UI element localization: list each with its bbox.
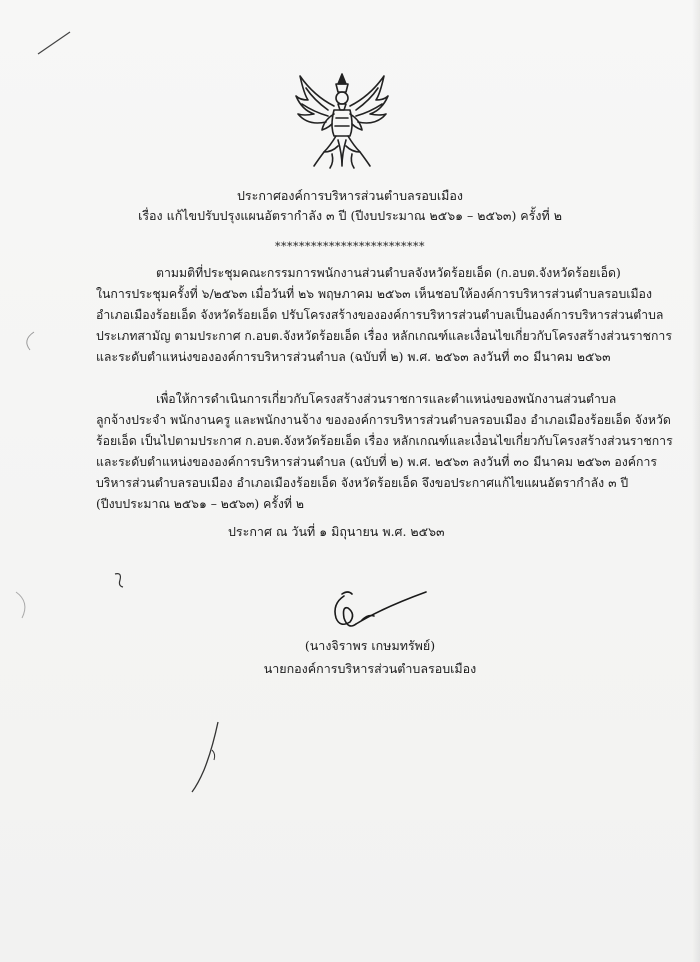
paragraph-2-line: บริหารส่วนตำบลรอบเมือง อำเภอเมืองร้อยเอ็ด จังหวัดร้อยเอ็ด จึงขอประกาศแก้ไขแผนอัตรากำลัง ๓ ปี: [96, 476, 629, 490]
paragraph-2-line: ลูกจ้างประจำ พนักงานครู และพนักงานจ้าง ขององค์การบริหารส่วนตำบลรอบเมือง อำเภอเมืองร้อยเอ็ด จังหวัด: [96, 413, 671, 427]
announcement-subject: เรื่อง แก้ไขปรับปรุงแผนอัตรากำลัง ๓ ปี (ปีงบประมาณ ๒๕๖๑ – ๒๕๖๓) ครั้งที่ ๒: [138, 208, 562, 223]
header-separator: *************************: [275, 240, 425, 253]
garuda-emblem-icon: [294, 70, 390, 170]
pen-mark-top-left: [36, 30, 72, 56]
signer-position: นายกองค์การบริหารส่วนตำบลรอบเมือง: [263, 661, 477, 676]
pen-stroke-bottom-left: [190, 720, 224, 794]
margin-arc-left-2: [10, 590, 34, 620]
paragraph-2-line: และระดับตำแหน่งขององค์การบริหารส่วนตำบล (ฉบับที่ ๒) พ.ศ. ๒๕๖๓ ลงวันที่ ๓๐ มีนาคม ๒๕๖๓ องค์การ: [96, 455, 657, 469]
paragraph-2: [96, 389, 673, 515]
paragraph-2-line: ร้อยเอ็ด เป็นไปตามประกาศ ก.อบต.จังหวัดร้อยเอ็ด เรื่อง หลักเกณฑ์และเงื่อนไขเกี่ยวกับโครงสร้างส่วนราชการ: [96, 434, 673, 448]
paragraph-1: [96, 263, 672, 368]
paragraph-1-line: อำเภอเมืองร้อยเอ็ด จังหวัดร้อยเอ็ด ปรับโครงสร้างขององค์การบริหารส่วนตำบลเป็นองค์การบริหารส่วนตำบล: [96, 308, 664, 322]
pen-mark-small: [112, 570, 128, 590]
signer-name: (นางจิราพร เกษมทรัพย์): [304, 638, 436, 653]
announcement-title: ประกาศองค์การบริหารส่วนตำบลรอบเมือง: [237, 188, 463, 203]
announcement-date: ประกาศ ณ วันที่ ๑ มิถุนายน พ.ศ. ๒๕๖๓: [228, 524, 445, 539]
signer-block: [250, 634, 490, 680]
scan-edge-shadow: [692, 0, 700, 962]
paragraph-1-line: ตามมติที่ประชุมคณะกรรมการพนักงานส่วนตำบลจังหวัดร้อยเอ็ด (ก.อบต.จังหวัดร้อยเอ็ด): [156, 266, 621, 280]
paragraph-2-line: (ปีงบประมาณ ๒๕๖๑ – ๒๕๖๓) ครั้งที่ ๒: [96, 497, 305, 511]
paragraph-1-line: ในการประชุมครั้งที่ ๖/๒๕๖๓ เมื่อวันที่ ๒๖ พฤษภาคม ๒๕๖๓ เห็นชอบให้องค์การบริหารส่วนตำบลรอบเมือง: [96, 287, 652, 301]
paragraph-1-line: ประเภทสามัญ ตามประกาศ ก.อบต.จังหวัดร้อยเอ็ด เรื่อง หลักเกณฑ์และเงื่อนไขเกี่ยวกับโครงสร้างส่วนราชการ: [96, 329, 672, 343]
paragraph-1-line: และระดับตำแหน่งขององค์การบริหารส่วนตำบล (ฉบับที่ ๒) พ.ศ. ๒๕๖๓ ลงวันที่ ๓๐ มีนาคม ๒๕๖๓: [96, 350, 611, 364]
paragraph-2-line: เพื่อให้การดำเนินการเกี่ยวกับโครงสร้างส่วนราชการและตำแหน่งของพนักงานส่วนตำบล: [156, 392, 617, 406]
margin-arc-left: [20, 330, 40, 354]
announcement-header: [0, 186, 700, 226]
